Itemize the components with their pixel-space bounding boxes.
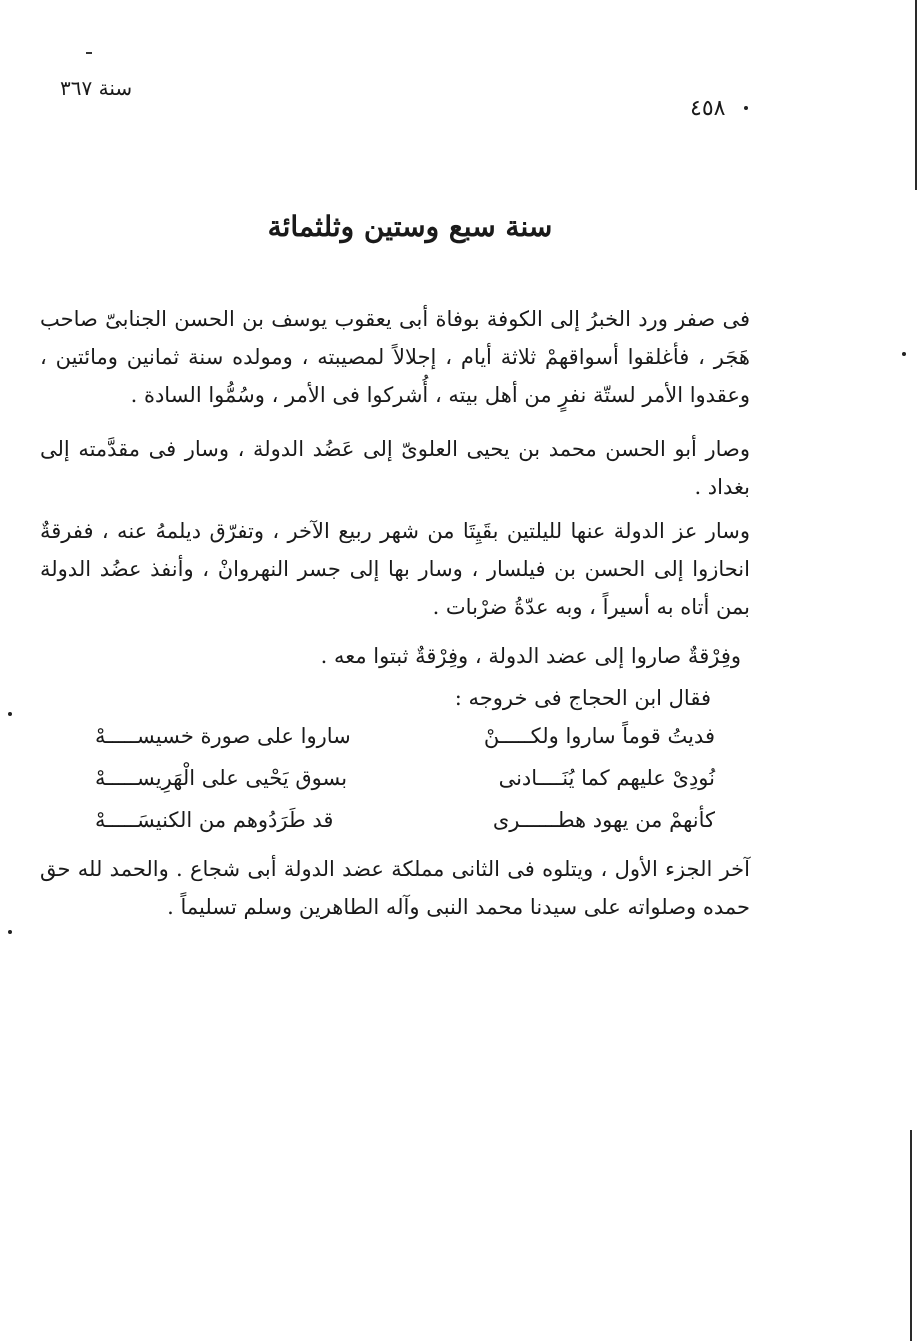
verse-first-hemistich: نُودِىْ عليهم كما يُنَــــادنى <box>498 766 715 790</box>
page-edge-line-bottom <box>910 1130 912 1341</box>
page-number: ٤٥٨ <box>690 96 726 121</box>
verse-first-hemistich: كأنهمْ من يهود هطــــــرى <box>492 808 715 832</box>
scan-mark <box>8 930 12 934</box>
paragraph: وسار عز الدولة عنها لليلتين بقَيِتَا من شهر ربيع الآخر ، وتفرّق ديلمهُ عنه ، ففرقةٌ انحازوا إلى الحسن بن فيلسار ، وسار بها إلى جسر النهروانْ ، وأنفذ عضُد الدولة بمن أتاه به أسيراً ، وبه عدّةُ ضرْبات . <box>40 519 750 619</box>
verse-second-hemistich: قد طَرَدُوهم من الكنيسَـــــهْ <box>95 808 334 832</box>
colophon: آخر الجزء الأول ، ويتلوه فى الثانى مملكة عضد الدولة أبى شجاع . والحمد لله حق حمده وصلواته على سيدنا محمد النبى وآله الطاهرين وسلم تسليماً . <box>40 857 750 919</box>
verse-second-hemistich: بسوق يَحْيى على الْهَرِيســـــهْ <box>95 766 348 790</box>
verse-row <box>95 808 715 844</box>
page-title: سنة سبع وستين وثلثمائة <box>267 210 553 243</box>
paragraph: وصار أبو الحسن محمد بن يحيى العلوىّ إلى عَضُد الدولة ، وسار فى مقدَّمته إلى بغداد . <box>40 437 750 499</box>
verse-row <box>95 766 715 802</box>
page-edge-line-top <box>915 0 917 190</box>
running-head: سنة ٣٦٧ <box>60 76 133 100</box>
scan-mark <box>8 712 12 716</box>
scan-mark <box>86 52 92 54</box>
verse-first-hemistich: فديتُ قوماً ساروا ولكـــــنْ <box>483 724 715 748</box>
verse-row <box>95 724 715 760</box>
scan-mark <box>744 106 748 110</box>
poem-intro: فقال ابن الحجاج فى خروجه : <box>454 686 711 710</box>
verse-second-hemistich: ساروا على صورة خسيســـــهْ <box>95 724 351 748</box>
scan-mark <box>902 352 906 356</box>
text-line: وفِرْقةٌ صاروا إلى عضد الدولة ، وفِرْقةٌ ثبتوا معه . <box>320 644 741 668</box>
paragraph: فى صفر ورد الخبرُ إلى الكوفة بوفاة أبى يعقوب يوسف بن الحسن الجنابىّ صاحب هَجَر ، فأغلقوا أسواقهمْ ثلاثة أيام ، إجلالاً لمصيبته ، ومولده سنة ثمانين ومائتين ، وعقدوا الأمر لستّة نفرٍ من أهل بيته ، أُشركوا فى الأمر ، وسُمُّوا السادة . <box>40 307 750 407</box>
